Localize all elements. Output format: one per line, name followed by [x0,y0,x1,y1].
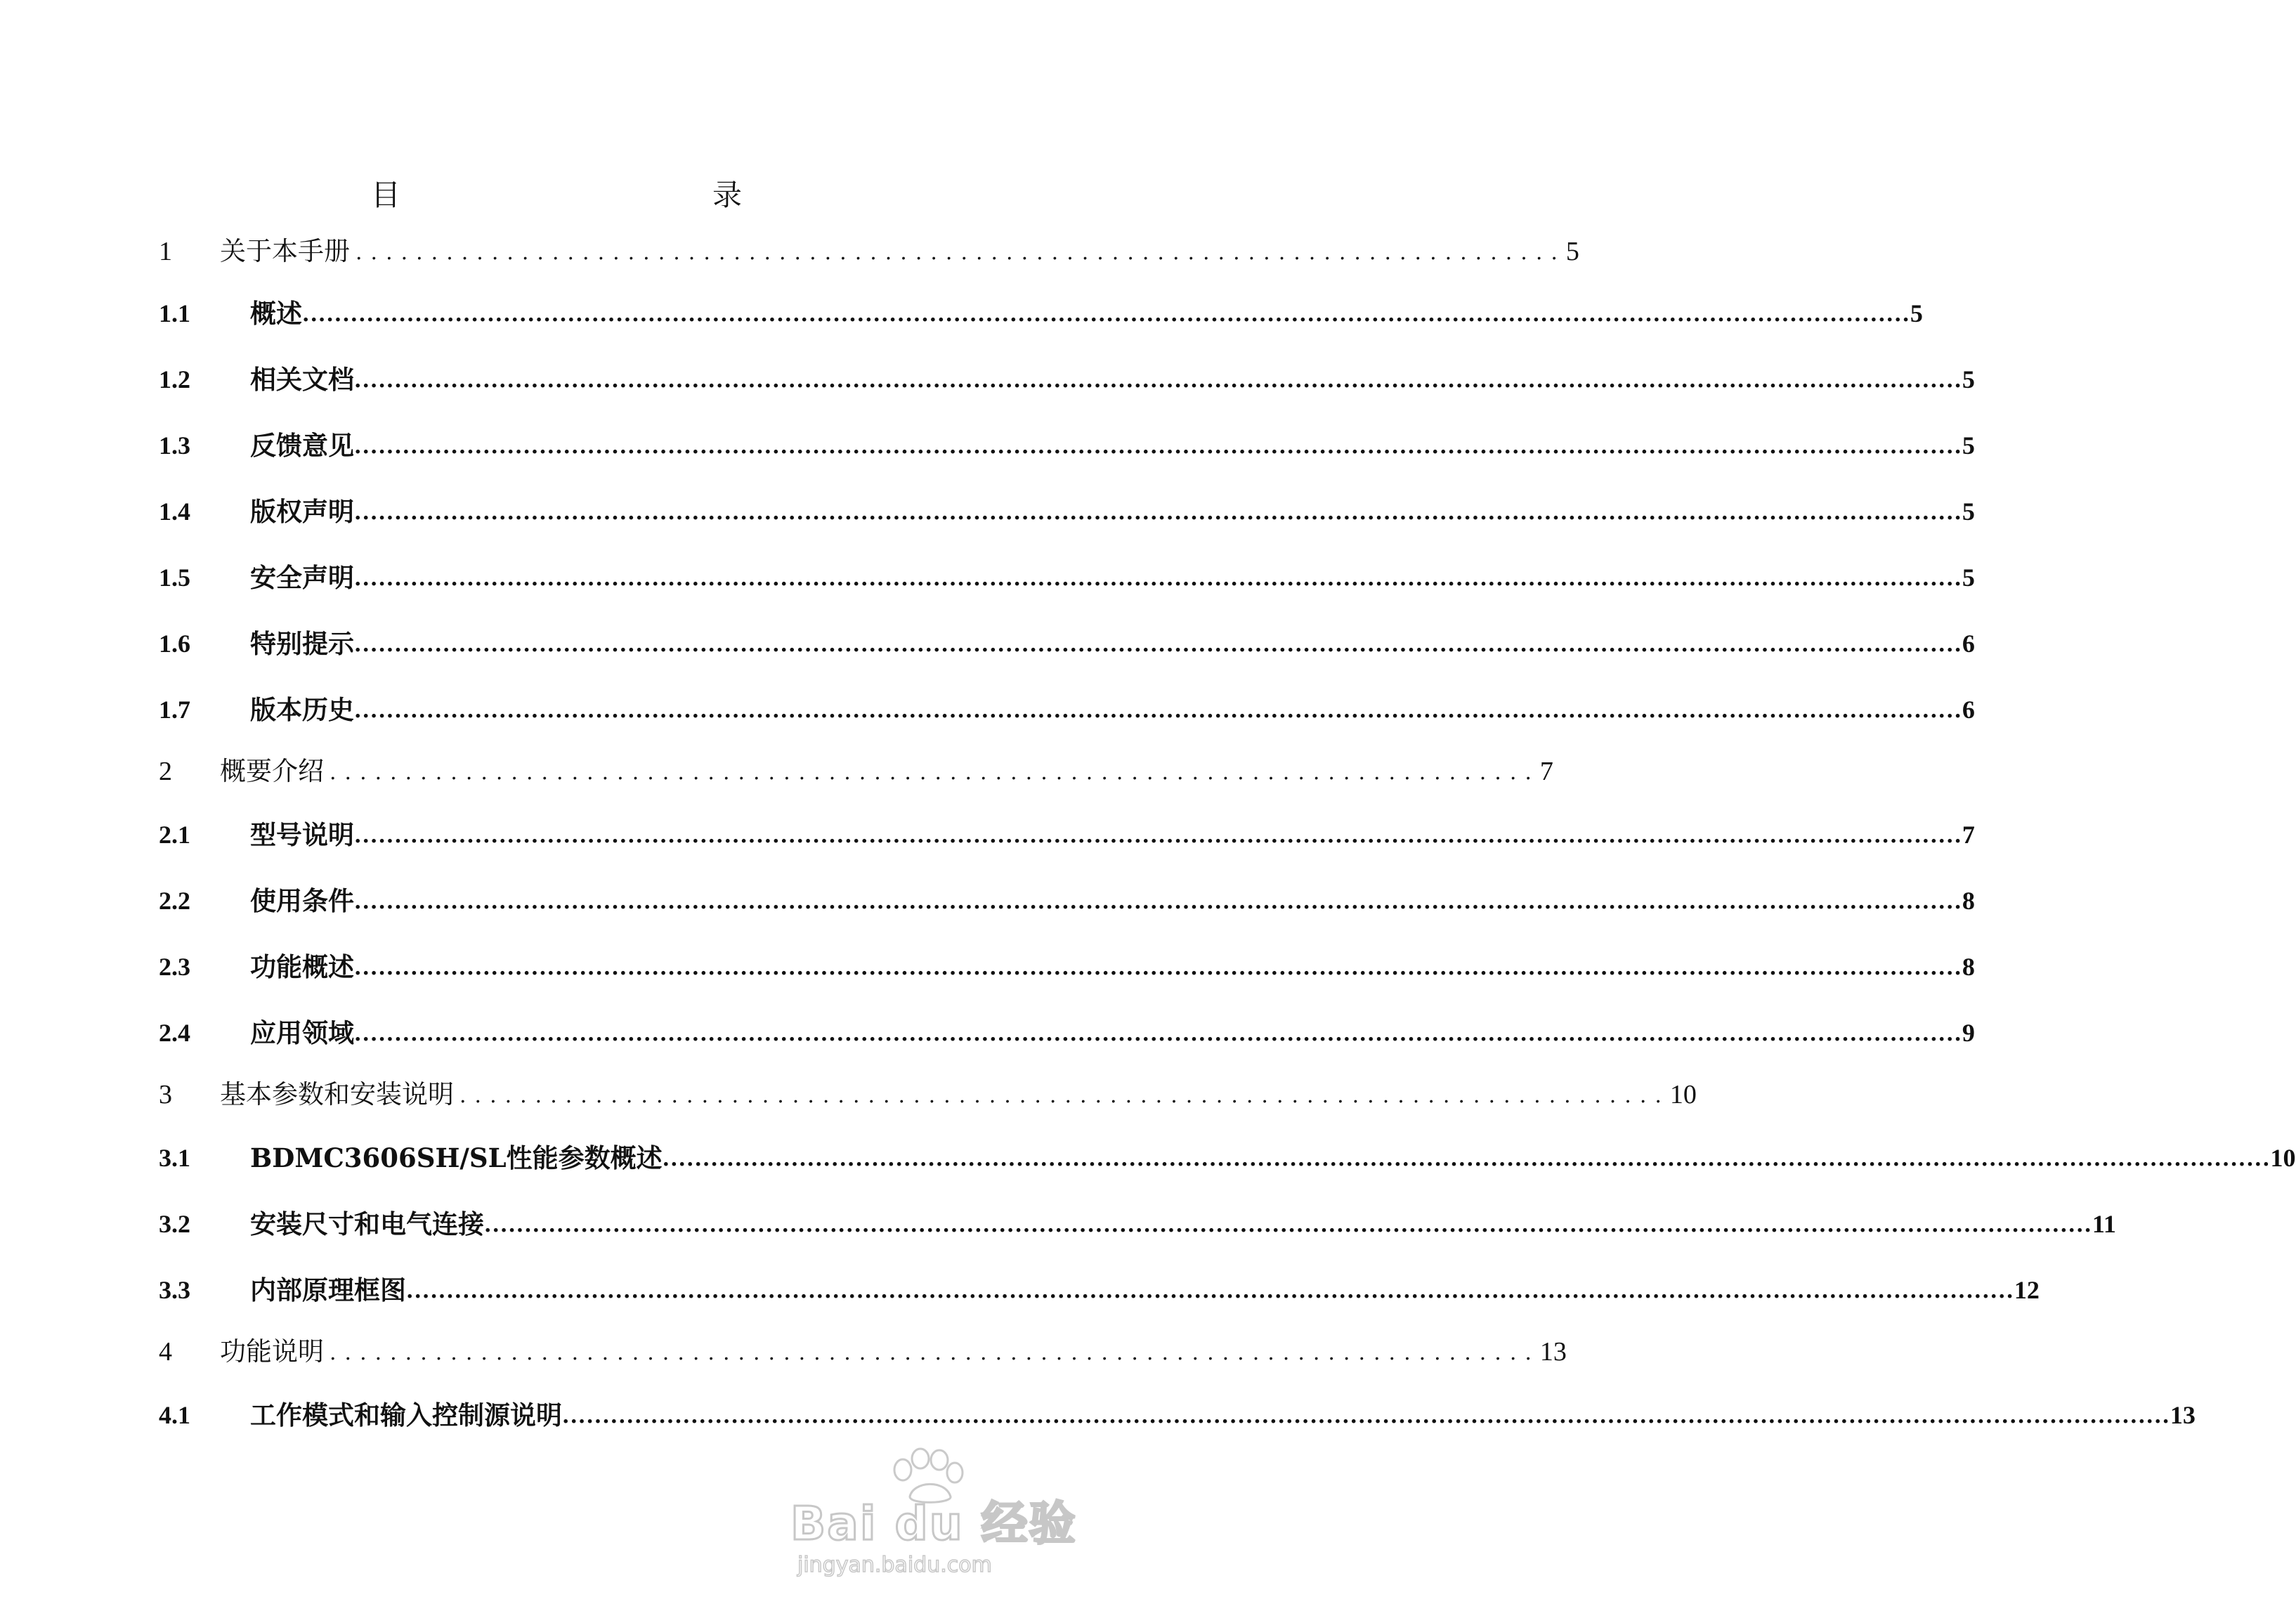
toc-entry-page-number: 7 [1539,757,1553,786]
toc-entry[interactable] [159,426,1975,465]
toc-leader-dots: ........................................................................................................................................................................................................ [406,1279,2014,1303]
toc-entry[interactable] [159,1138,2296,1178]
toc-leader-dots: ........................................................................................................................................................................................................ [354,434,1962,459]
toc-entry-number: 1.6 [159,630,190,658]
watermark-url: jingyan.baidu.com [797,1553,992,1577]
toc-entry-page-number: 5 [1962,431,1975,460]
toc-entry-label: 功能概述 [250,951,354,982]
toc-entry[interactable] [159,1204,2116,1244]
toc-leader-dots: ........................................................................................................................................................................................................ [354,890,1962,914]
toc-entry-number: 1.1 [159,299,190,327]
toc-entry[interactable] [159,492,1975,531]
toc-entry-number: 3 [159,1080,172,1109]
toc-entry-page-number: 8 [1962,953,1975,981]
toc-entry-label: 版本历史 [250,694,354,725]
toc-entry[interactable] [159,881,1975,920]
toc-entry-number: 3.3 [159,1276,190,1304]
toc-entry[interactable] [159,360,1975,399]
toc-entry-number: 1.3 [159,431,190,460]
toc-entry-number: 1.4 [159,497,190,526]
toc-entry-page-number: 5 [1962,497,1975,526]
toc-entry-number: 4.1 [159,1401,190,1429]
toc-leader-dots: ................................................................................ [356,240,1566,265]
toc-leader-dots: ........................................................................................................................................................................................................ [354,368,1962,393]
toc-entry-label: 特别提示 [250,628,354,659]
toc-title: 目 录 [370,178,826,212]
toc-leader-dots: ........................................................................................................................................................................................................ [354,566,1962,591]
toc-entry-page-number: 13 [2170,1401,2196,1429]
toc-leader-dots: ........................................................................................................................................................................................................ [662,1147,2271,1171]
toc-entry-number: 1 [159,237,172,266]
toc-entry-number: 3.1 [159,1144,190,1172]
toc-leader-dots: ........................................................................................................................................................................................................ [354,632,1962,657]
toc-entry[interactable] [159,1013,1975,1053]
toc-entry[interactable] [159,1075,1697,1114]
toc-leader-dots: ........................................................................................................................................................................................................ [354,1022,1962,1046]
toc-entry-number: 1.5 [159,563,190,592]
toc-entry-number: 1.7 [159,696,190,724]
toc-entry-page-number: 6 [1962,630,1975,658]
toc-entry[interactable] [159,752,1553,791]
toc-entry-label: 内部原理框图 [250,1275,406,1305]
toc-leader-dots: ........................................................................................................................................................................................................ [354,500,1962,525]
toc-entry-label: 概要介绍 [220,756,324,786]
toc-leader-dots: ................................................................................ [459,1083,1670,1108]
toc-entry[interactable] [159,558,1975,597]
watermark-brand: Bai du 经验 [790,1497,1077,1551]
toc-entry-number: 2.1 [159,821,190,849]
toc-leader-dots: ................................................................................ [330,760,1540,785]
toc-entry-label: 安装尺寸和电气连接 [250,1208,484,1239]
toc-entry-page-number: 12 [2014,1276,2040,1304]
toc-entry-number: 1.2 [159,365,190,393]
toc-entry-label: 版权声明 [250,496,354,527]
toc-entry-page-number: 5 [1565,237,1579,266]
toc-entry-number: 2.4 [159,1019,190,1047]
toc-entry-number: 2.3 [159,953,190,981]
toc-entry-page-number: 5 [1910,299,1923,327]
toc-leader-dots: ........................................................................................................................................................................................................ [354,956,1962,980]
toc-entry-page-number: 5 [1962,563,1975,592]
toc-entry[interactable] [159,690,1975,729]
watermark [790,1447,1085,1595]
toc-entry-page-number: 10 [1669,1080,1697,1109]
toc-entry-label: 概述 [250,298,302,329]
toc-leader-dots: ........................................................................................................................................................................................................ [354,698,1962,723]
toc-entry[interactable] [159,947,1975,986]
toc-entry-page-number: 11 [2092,1210,2116,1238]
toc-entry[interactable] [159,624,1975,663]
toc-leader-dots: ........................................................................................................................................................................................................ [354,823,1962,848]
toc-entry-label: 工作模式和输入控制源说明 [250,1400,562,1431]
toc-entry-label: 关于本手册 [220,236,350,266]
toc-entry-label: 使用条件 [250,885,354,916]
toc-entry-page-number: 5 [1962,365,1975,393]
toc-entry-label: 安全声明 [250,562,354,593]
toc-entry-label: 应用领域 [250,1017,354,1048]
toc-entry[interactable] [159,232,1579,271]
toc-entry-number: 2.2 [159,887,190,915]
toc-entry[interactable] [159,815,1975,854]
toc-entry[interactable] [159,1270,2040,1310]
toc-entry-number: 2 [159,757,172,786]
toc-leader-dots: ........................................................................................................................................................................................................ [562,1404,2170,1428]
toc-entry-number: 4 [159,1337,172,1367]
toc-entry-label: 型号说明 [250,819,354,850]
toc-entry-label: 功能说明 [220,1336,324,1367]
toc-entry[interactable] [159,294,1923,333]
toc-leader-dots: ................................................................................ [330,1341,1540,1365]
toc-entry-label: 相关文档 [250,364,354,395]
toc-entry-label: BDMC3606SH/SL性能参数概述 [250,1142,663,1173]
toc-leader-dots: ........................................................................................................................................................................................................ [302,302,1910,327]
toc-entry-page-number: 7 [1962,821,1975,849]
toc-entry-page-number: 13 [1539,1337,1567,1367]
toc-entry-page-number: 8 [1962,887,1975,915]
toc-entry[interactable] [159,1395,2196,1435]
toc-entry-page-number: 10 [2270,1144,2296,1172]
toc-entry-label: 基本参数和安装说明 [220,1079,454,1109]
toc-entry-number: 3.2 [159,1210,190,1238]
toc-entry-page-number: 9 [1962,1019,1975,1047]
toc-entry[interactable] [159,1332,1567,1371]
toc-entry-page-number: 6 [1962,696,1975,724]
toc-leader-dots: ........................................................................................................................................................................................................ [484,1213,2092,1237]
toc-entry-label: 反馈意见 [250,430,354,461]
